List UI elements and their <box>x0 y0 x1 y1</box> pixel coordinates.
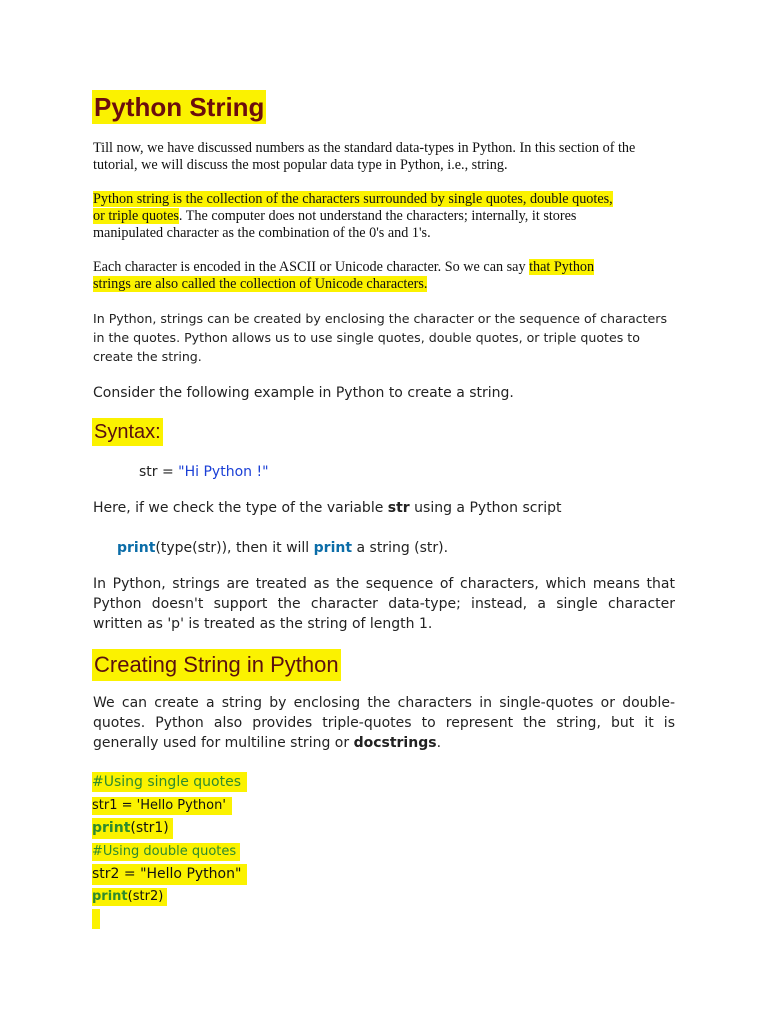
highlight-text: strings are also called the collection of Unicode characters. <box>93 276 428 292</box>
string-literal: "Hi Python !" <box>178 464 269 480</box>
code-text: str = <box>139 464 179 480</box>
code-line <box>92 818 173 839</box>
highlight-text: Python string is the collection of the characters surrounded by single quotes, double quotes, <box>93 191 613 207</box>
definition-paragraph <box>93 191 673 242</box>
highlight-text: or triple quotes <box>93 208 179 224</box>
section-heading: Creating String in Python <box>92 649 341 681</box>
code-line: str1 = 'Hello Python' <box>92 797 232 815</box>
body-text: Each character is encoded in the ASCII or Unicode character. So we can say <box>93 259 530 275</box>
type-check-paragraph <box>93 498 561 518</box>
keyword: print <box>92 889 128 904</box>
syntax-code <box>139 462 269 482</box>
body-text: We can create a string by enclosing the characters in single-quotes or double-quotes. Python also provides triple-quotes to represent the string, but it is generally used for multiline string or <box>93 695 675 751</box>
keyword: print <box>313 540 353 556</box>
example-intro: Consider the following example in Python to create a string. <box>93 385 514 401</box>
keyword: print <box>92 820 131 836</box>
code-text: (str2) <box>127 889 164 904</box>
bold-text: docstrings <box>353 735 437 751</box>
bold-text: str <box>387 500 410 516</box>
intro-paragraph: Till now, we have discussed numbers as the standard data-types in Python. In this section of the tutorial, we will discuss the most popular data type in Python, i.e., string. <box>93 140 636 173</box>
text-cursor[interactable] <box>92 909 100 929</box>
code-text: a string (str). <box>352 540 449 556</box>
code-comment: #Using single quotes <box>92 772 247 792</box>
body-text: manipulated character as the combination of the 0's and 1's. <box>93 225 431 241</box>
code-line: str2 = "Hello Python" <box>92 864 247 885</box>
print-line <box>117 538 448 558</box>
code-text: (str1) <box>130 820 169 836</box>
code-text: (type(str)), then it will <box>155 540 314 556</box>
encoding-paragraph <box>93 259 673 293</box>
char-type-paragraph: In Python, strings are treated as the sequence of characters, which means that Python doesn't support the character data-type; instead, a single character written as 'p' is treated as the string of length 1. <box>93 576 675 632</box>
creation-paragraph: In Python, strings can be created by enclosing the character or the sequence of characters in the quotes. Python allows us to use single quotes, double quotes, or triple quotes to create the string. <box>93 311 668 364</box>
highlight-text: that Python <box>529 259 595 275</box>
page-title: Python String <box>94 92 265 122</box>
keyword: print <box>117 540 156 556</box>
body-text: . <box>436 735 442 751</box>
code-line <box>92 888 167 906</box>
code-comment: #Using double quotes <box>92 843 240 861</box>
creating-paragraph <box>93 693 675 753</box>
syntax-heading: Syntax: <box>92 418 163 446</box>
body-text: Here, if we check the type of the variable <box>93 500 388 516</box>
body-text: using a Python script <box>409 500 562 516</box>
body-text: . The computer does not understand the characters; internally, it stores <box>178 208 577 224</box>
